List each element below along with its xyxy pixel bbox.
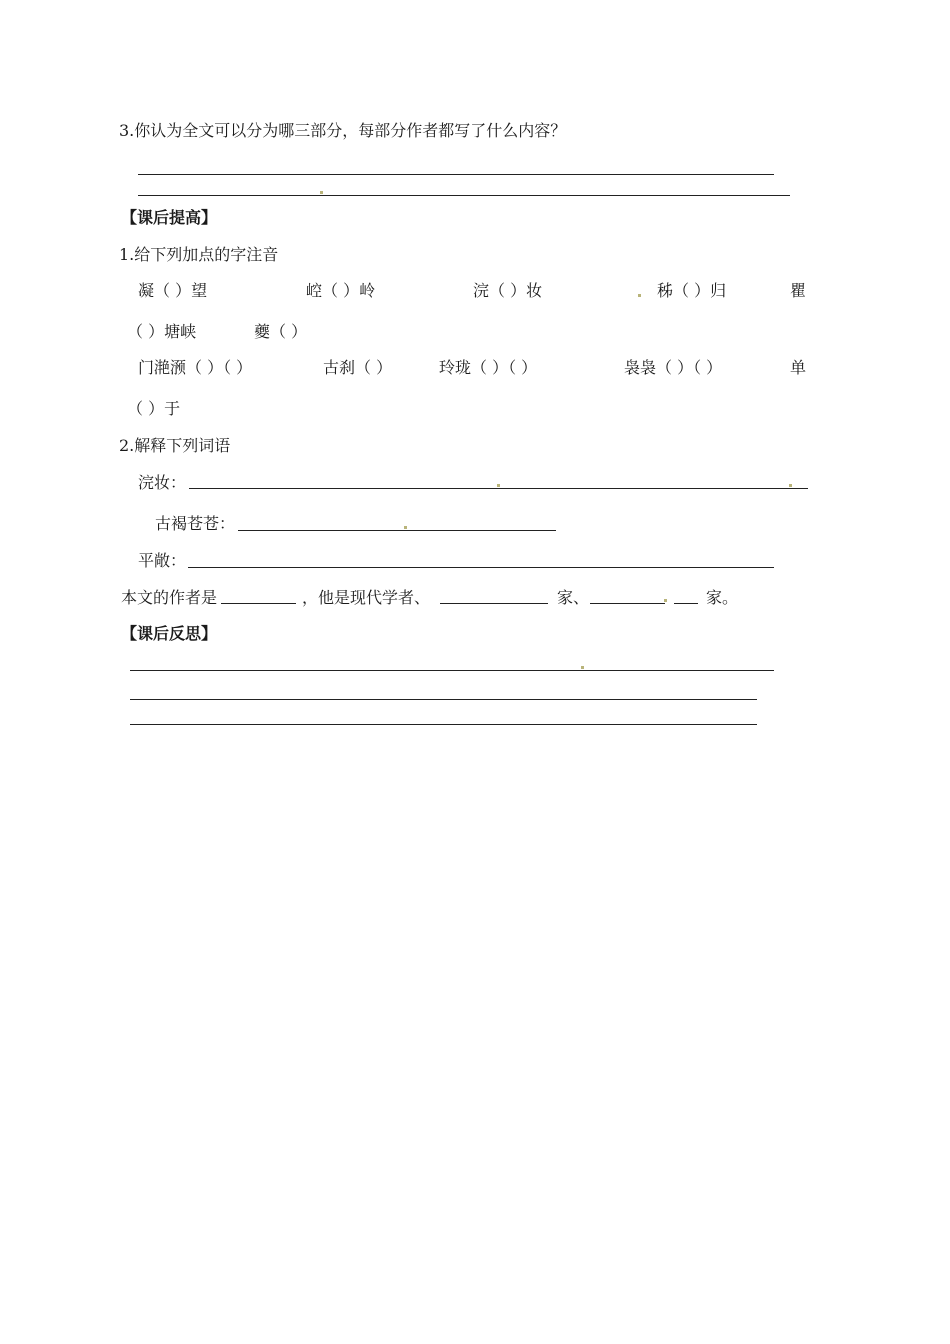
pinyin-item: 浣（ ）妆 <box>473 281 543 300</box>
answer-line <box>138 195 790 196</box>
question-1-title: 1.给下列加点的字注音 <box>119 245 279 264</box>
pinyin-item: 古刹（ ） <box>323 358 393 377</box>
question-2-title: 2.解释下列词语 <box>119 436 231 455</box>
pinyin-item: 袅袅（ ）（ ） <box>624 358 723 377</box>
answer-line <box>130 724 757 725</box>
pinyin-item: （ ）塘峡 <box>127 322 197 341</box>
answer-line <box>238 530 556 531</box>
term-label: 平敞： <box>138 551 187 570</box>
pinyin-item: 凝（ ）望 <box>138 281 208 300</box>
pinyin-item: 单 <box>790 358 807 377</box>
term-label: 浣妆： <box>138 473 187 492</box>
pinyin-item: （ ）于 <box>127 399 181 418</box>
speck <box>638 294 641 297</box>
answer-line <box>130 699 757 700</box>
term-label: 古褐苍苍： <box>155 514 236 533</box>
blank-line <box>674 603 698 604</box>
pinyin-item: 秭（ ）归 <box>657 281 727 300</box>
speck <box>581 666 584 669</box>
pinyin-item: 门滟滪（ ）（ ） <box>138 358 253 377</box>
speck <box>320 191 323 194</box>
author-text: 家。 <box>706 588 739 607</box>
blank-line <box>590 603 665 604</box>
answer-line <box>189 488 808 489</box>
author-text: ，他是现代学者、 <box>302 588 431 607</box>
blank-line <box>440 603 548 604</box>
speck <box>404 526 407 529</box>
speck <box>664 599 667 602</box>
answer-line <box>138 174 774 175</box>
pinyin-item: 瞿 <box>790 281 807 300</box>
answer-line <box>188 567 774 568</box>
blank-line <box>221 603 296 604</box>
author-text: 家、 <box>557 588 590 607</box>
speck <box>789 484 792 487</box>
pinyin-item: 玲珑（ ）（ ） <box>439 358 538 377</box>
pinyin-item: 崆（ ）岭 <box>306 281 376 300</box>
pinyin-item: 夔（ ） <box>254 322 308 341</box>
question-3-text: 3.你认为全文可以分为哪三部分，每部分作者都写了什么内容？ <box>119 121 567 140</box>
author-text: 本文的作者是 <box>121 588 218 607</box>
answer-line <box>130 670 774 671</box>
section-heading-reflect: 【课后反思】 <box>121 624 218 643</box>
section-heading-improve: 【课后提高】 <box>121 208 218 227</box>
speck <box>497 484 500 487</box>
